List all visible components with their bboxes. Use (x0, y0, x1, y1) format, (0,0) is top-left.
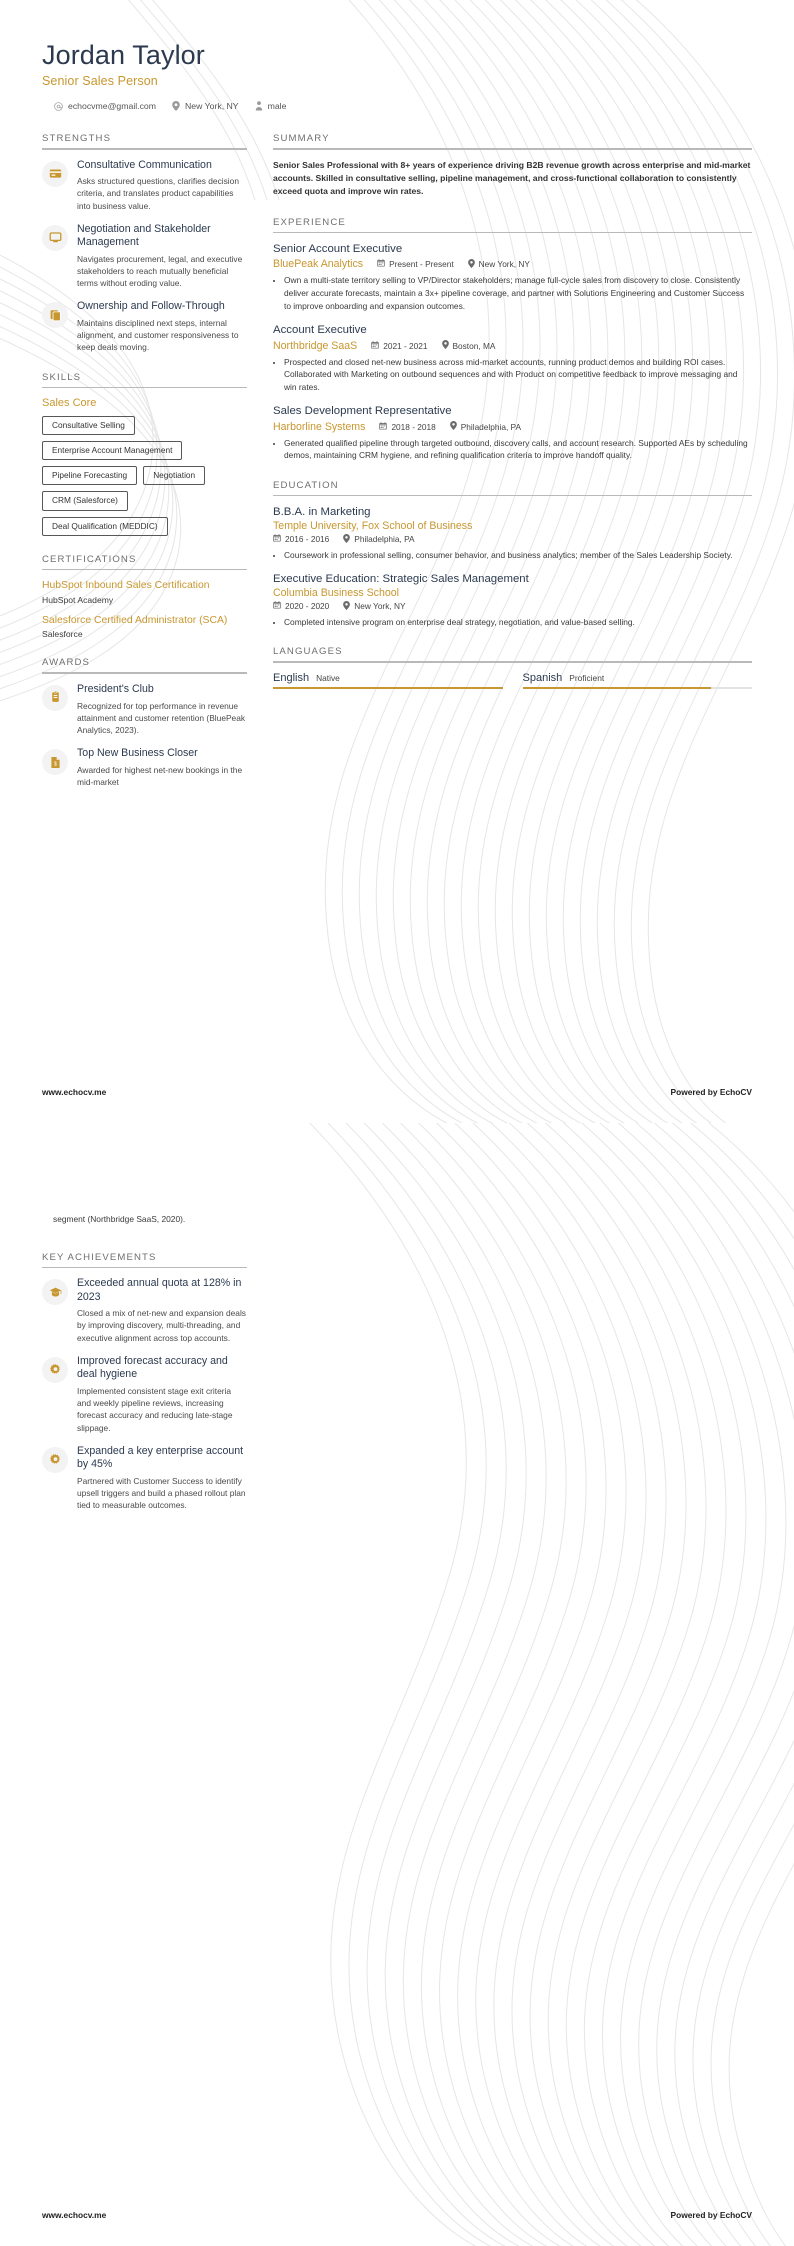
monitor-icon (42, 225, 68, 251)
education-bullet: • Completed intensive program on enterprise deal strategy, negotiation, and value-based selling. (284, 616, 752, 629)
award-title: Top New Business Closer (77, 747, 198, 760)
certification-item (42, 579, 247, 605)
education-location (343, 601, 405, 612)
person-icon (255, 101, 263, 111)
experience-location (450, 421, 521, 432)
experience-entry (273, 404, 752, 461)
summary-text: Senior Sales Professional with 8+ years of experience driving B2B revenue growth across enterprise and mid-market accounts. Skilled in consultative selling, pipeline management, and cross-functional collaboration to consistently exceed quota and improve win rates. (273, 159, 751, 197)
skill-chip[interactable]: Consultative Selling (42, 416, 135, 435)
location-pin-icon (172, 101, 180, 111)
language-item (273, 672, 503, 690)
sidebar-column-page2 (42, 1213, 247, 1529)
graduation-cap-icon (42, 1279, 68, 1305)
education-bullet: • Coursework in professional selling, consumer behavior, and business analytics; member of the Sales Leadership Society. (284, 549, 752, 562)
education-degree: B.B.A. in Marketing (273, 506, 371, 519)
education-bullets (273, 616, 752, 629)
calendar-icon (379, 422, 387, 432)
achievement-title: Improved forecast accuracy and deal hygiene (77, 1354, 228, 1381)
section-divider (42, 1267, 247, 1269)
section-divider (42, 569, 247, 571)
strength-desc: Maintains disciplined next steps, internal alignment, and customer responsiveness to keep deals moving. (77, 317, 239, 353)
language-name: English (273, 671, 310, 684)
resume-header (42, 0, 752, 111)
award-desc: Recognized for top performance in revenue attainment and customer retention (BluePeak Analytics, 2023). (77, 700, 246, 735)
gear-icon (42, 1357, 68, 1383)
award-desc: Awarded for highest net-new bookings in the mid-market (77, 764, 243, 787)
strength-desc: Navigates procurement, legal, and executive stakeholders to reach mutually beneficial terms without eroding value. (77, 253, 243, 289)
language-progress-fill (523, 687, 711, 690)
achievement-title: Exceeded annual quota at 128% in 2023 (77, 1277, 242, 1303)
awards-overflow-text: segment (Northbridge SaaS, 2020). (53, 1214, 186, 1224)
strength-title: Negotiation and Stakeholder Management (77, 222, 211, 249)
language-progress-track (523, 687, 753, 690)
experience-dates (379, 422, 435, 432)
footer-powered-by: Powered by EchoCV (670, 1087, 752, 1097)
contact-location[interactable] (172, 101, 239, 111)
experience-entry (273, 323, 752, 393)
experience-location (442, 340, 496, 351)
contact-location-text: New York, NY (185, 101, 239, 112)
certification-item (42, 614, 247, 640)
skill-chip[interactable]: CRM (Salesforce) (42, 491, 128, 510)
skill-chip[interactable]: Deal Qualification (MEDDIC) (42, 517, 168, 536)
footer-website[interactable]: www.echocv.me (42, 2210, 107, 2220)
section-skills (42, 372, 247, 536)
experience-dates-text: Present - Present (389, 259, 454, 270)
experience-company: Northbridge SaaS (273, 339, 358, 352)
experience-job-title: Senior Account Executive (273, 243, 403, 256)
location-pin-icon (450, 421, 457, 432)
experience-dates-text: 2018 - 2018 (391, 421, 436, 432)
experience-bullet: • Prospected and closed net-new business across mid-market accounts, running product demos and building ROI cases. Collaborated with Marketing on outbound sequences and with Product on competitive feedback to improve messaging and win rates. (284, 356, 752, 394)
experience-bullets (273, 274, 752, 312)
certificate-icon (42, 749, 68, 775)
strength-item (42, 159, 247, 212)
location-pin-icon (468, 259, 475, 270)
contact-list (42, 101, 752, 111)
section-certifications (42, 554, 247, 640)
section-divider (42, 672, 247, 674)
education-degree: Executive Education: Strategic Sales Management (273, 573, 529, 586)
sidebar-column (42, 133, 247, 806)
strength-title: Ownership and Follow-Through (77, 300, 225, 313)
experience-dates-text: 2021 - 2021 (383, 340, 428, 351)
contact-gender (255, 101, 287, 111)
award-item (42, 747, 247, 788)
svg-text:$: $ (53, 760, 57, 767)
contact-gender-text: male (267, 101, 287, 112)
experience-job-title: Account Executive (273, 324, 367, 337)
certification-name: Salesforce Certified Administrator (SCA) (42, 614, 228, 626)
education-dates (273, 601, 329, 611)
footer-powered-by: Powered by EchoCV (670, 2210, 752, 2220)
contact-email-text: echocvme@gmail.com (68, 101, 156, 112)
education-dates (273, 534, 329, 544)
language-list (273, 672, 752, 690)
education-dates-text: 2016 - 2016 (285, 534, 330, 545)
language-progress-track (273, 687, 503, 690)
section-strengths (42, 133, 247, 353)
page-footer (42, 2210, 752, 2220)
section-title-key-achievements: KEY ACHIEVEMENTS (42, 1251, 157, 1263)
section-title-strengths: STRENGTHS (42, 133, 112, 145)
section-title-summary: SUMMARY (273, 133, 330, 145)
section-awards (42, 657, 247, 788)
section-summary (273, 133, 752, 199)
experience-location-text: Philadelphia, PA (460, 421, 522, 432)
award-item (42, 683, 247, 736)
section-divider (273, 661, 752, 663)
candidate-name: Jordan Taylor (42, 40, 205, 70)
location-pin-icon (343, 534, 350, 545)
experience-dates (377, 259, 454, 269)
section-title-education: EDUCATION (273, 479, 339, 491)
section-title-experience: EXPERIENCE (273, 216, 346, 228)
experience-bullets (273, 437, 752, 462)
section-title-certifications: CERTIFICATIONS (42, 553, 137, 565)
achievement-title: Expanded a key enterprise account by 45% (77, 1444, 244, 1471)
certification-name: HubSpot Inbound Sales Certification (42, 580, 210, 592)
card-icon (42, 161, 68, 187)
section-key-achievements (42, 1252, 247, 1512)
achievement-item (42, 1445, 247, 1512)
section-divider (42, 148, 247, 150)
education-bullets (273, 549, 752, 562)
clipboard-icon (42, 302, 68, 328)
experience-company: Harborline Systems (273, 420, 366, 433)
language-level: Native (316, 672, 340, 683)
contact-email[interactable] (54, 101, 156, 111)
experience-bullet: • Own a multi-state territory selling to VP/Director stakeholders; manage full-cycle sales from discovery to close. Consistently deliver accurate forecasts, maintain a 3x+ pipeline coverage, and partner with Solutions Engineering and Customer Success to improve onboarding and expansion outcomes. (284, 274, 752, 312)
skill-chip[interactable]: Negotiation (143, 466, 205, 485)
education-school: Columbia Business School (273, 586, 400, 599)
section-divider (273, 232, 752, 234)
strength-item (42, 223, 247, 290)
experience-location-text: New York, NY (478, 259, 530, 270)
language-progress-fill (273, 687, 503, 690)
education-location-text: New York, NY (354, 601, 406, 611)
award-title: President's Club (77, 682, 154, 695)
section-title-languages: LANGUAGES (273, 646, 343, 658)
education-school: Temple University, Fox School of Business (273, 519, 473, 532)
education-dates-text: 2020 - 2020 (285, 601, 330, 611)
experience-bullets (273, 356, 752, 394)
skill-group-name: Sales Core (42, 397, 97, 410)
experience-bullet: • Generated qualified pipeline through targeted outbound, discovery calls, and account research. Supported AEs by scheduling demos, maintaining CRM hygiene, and refining qualification criteria to improve handoff quality. (284, 437, 752, 462)
education-entry (273, 572, 752, 628)
experience-location (468, 259, 530, 270)
language-item (523, 672, 753, 690)
candidate-role: Senior Sales Person (42, 74, 158, 89)
footer-website[interactable]: www.echocv.me (42, 1087, 107, 1097)
achievement-item (42, 1355, 247, 1434)
language-name: Spanish (522, 671, 563, 684)
education-location (343, 534, 414, 545)
section-education (273, 480, 752, 628)
education-entry (273, 505, 752, 561)
section-title-awards: AWARDS (42, 657, 90, 669)
calendar-icon (371, 341, 379, 351)
achievement-item (42, 1277, 247, 1344)
section-divider (273, 495, 752, 497)
strength-desc: Asks structured questions, clarifies decision criteria, and translates product capabilities into business value. (77, 176, 239, 211)
strength-title: Consultative Communication (77, 158, 212, 171)
experience-location-text: Boston, MA (452, 340, 496, 351)
page-footer (42, 1087, 752, 1097)
location-pin-icon (343, 601, 350, 612)
achievement-desc: Closed a mix of net-new and expansion deals by improving discovery, multi-threading, and executive alignment across top accounts. (77, 1308, 246, 1343)
location-pin-icon (442, 340, 449, 351)
email-icon (54, 102, 63, 111)
section-experience (273, 217, 752, 462)
trophy-icon (42, 685, 68, 711)
experience-dates (371, 341, 427, 351)
achievement-desc: Partnered with Customer Success to identify upsell triggers and build a phased rollout plan tied to measurable outcomes. (77, 1475, 246, 1511)
achievement-desc: Implemented consistent stage exit criteria and weekly pipeline reviews, increasing forecast accuracy and reducing late-stage slippage. (77, 1385, 233, 1433)
experience-entry (273, 242, 752, 312)
certification-org: HubSpot Academy (42, 594, 114, 605)
section-languages (273, 646, 752, 689)
experience-company: BluePeak Analytics (273, 258, 364, 271)
resume-page-2 (0, 1123, 794, 2246)
skill-chip[interactable]: Pipeline Forecasting (42, 466, 137, 485)
calendar-icon (273, 534, 281, 544)
strength-item (42, 300, 247, 353)
calendar-icon (377, 259, 385, 269)
main-column (273, 133, 752, 707)
section-divider (273, 148, 752, 150)
gear-icon (42, 1447, 68, 1473)
section-divider (42, 387, 247, 389)
section-title-skills: SKILLS (42, 371, 82, 383)
education-location-text: Philadelphia, PA (354, 534, 415, 545)
certification-org: Salesforce (42, 629, 83, 640)
experience-job-title: Sales Development Representative (273, 405, 452, 418)
skill-chip-list (42, 416, 247, 536)
skill-chip[interactable]: Enterprise Account Management (42, 441, 182, 460)
calendar-icon (273, 601, 281, 611)
language-level: Proficient (569, 672, 605, 683)
